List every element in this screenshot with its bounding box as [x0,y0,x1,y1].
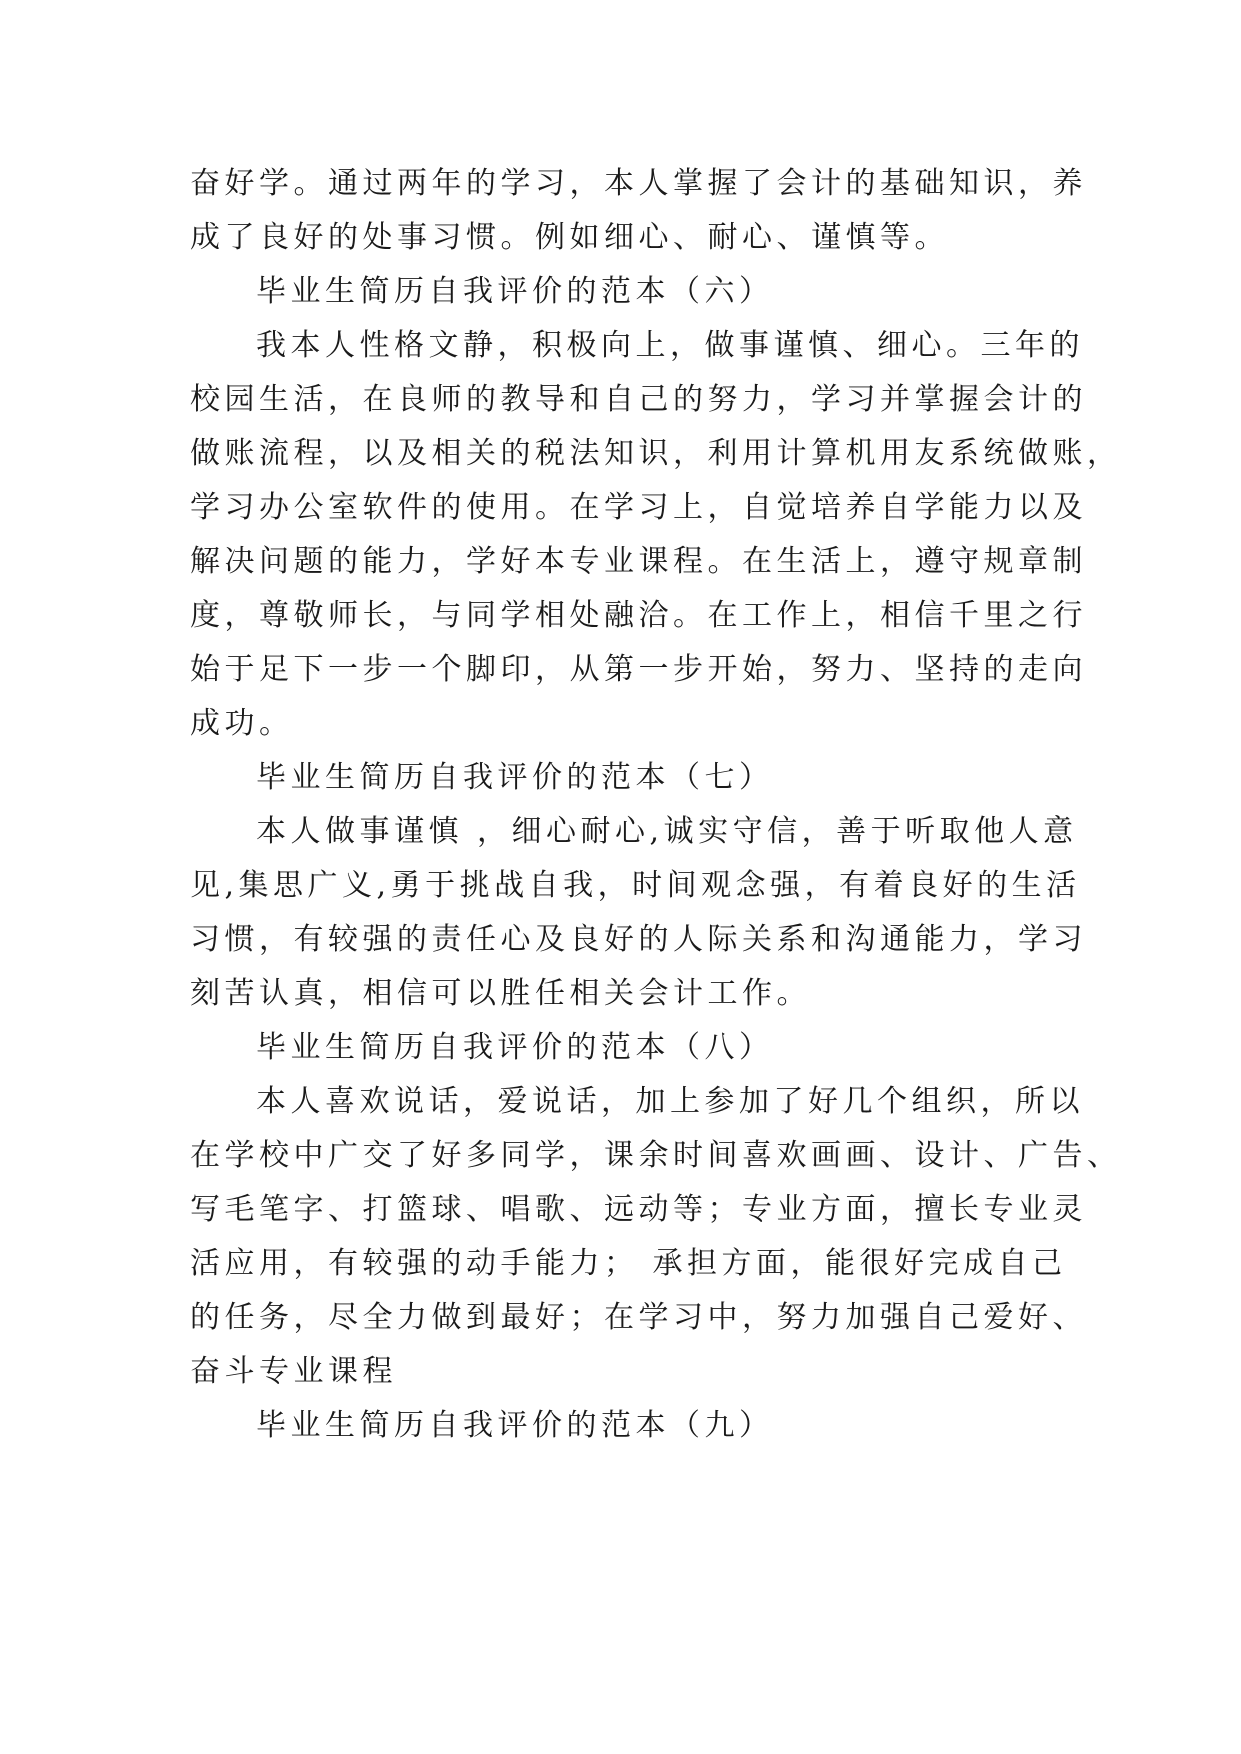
paragraph-first-line: 本人做事谨慎 ，细心耐心,诚实守信，善于听取他人意 [256,814,1078,849]
text-line: 活应用，有较强的动手能力； 承担方面，能很好完成自己 [190,1246,1067,1281]
text-line: 解决问题的能力，学好本专业课程。在生活上，遵守规章制 [190,544,1087,579]
section-heading: 毕业生简历自我评价的范本（八） [256,1030,774,1065]
text-line: 度，尊敬师长，与同学相处融洽。在工作上，相信千里之行 [190,598,1087,633]
text-line: 始于足下一步一个脚印，从第一步开始，努力、坚持的走向 [190,652,1087,687]
section-heading: 毕业生简历自我评价的范本（六） [256,274,774,309]
text-line: 做账流程，以及相关的税法知识，利用计算机用友系统做账， [190,436,1122,471]
text-line: 习惯，有较强的责任心及良好的人际关系和沟通能力，学习 [190,922,1087,957]
text-line: 刻苦认真，相信可以胜任相关会计工作。 [190,976,811,1011]
text-line: 奋斗专业课程 [190,1354,397,1389]
document-page [190,157,1122,1453]
section-heading: 毕业生简历自我评价的范本（七） [256,760,774,795]
text-line: 校园生活，在良师的教导和自己的努力，学习并掌握会计的 [190,382,1087,417]
paragraph-first-line: 本人喜欢说话，爱说话，加上参加了好几个组织，所以 [256,1084,1084,1119]
text-line: 见,集思广义,勇于挑战自我，时间观念强，有着良好的生活 [190,868,1081,903]
text-line: 奋好学。通过两年的学习，本人掌握了会计的基础知识，养 [190,166,1087,201]
section-heading: 毕业生简历自我评价的范本（九） [256,1408,774,1443]
text-line: 成功。 [190,706,294,741]
text-line: 的任务，尽全力做到最好；在学习中，努力加强自己爱好、 [190,1300,1087,1335]
text-line: 成了良好的处事习惯。例如细心、耐心、谨慎等。 [190,220,949,255]
paragraph-first-line: 我本人性格文静，积极向上，做事谨慎、细心。三年的 [256,328,1084,363]
text-line: 在学校中广交了好多同学，课余时间喜欢画画、设计、广告、 [190,1138,1122,1173]
text-line: 写毛笔字、打篮球、唱歌、远动等；专业方面，擅长专业灵 [190,1192,1087,1227]
text-line: 学习办公室软件的使用。在学习上，自觉培养自学能力以及 [190,490,1087,525]
